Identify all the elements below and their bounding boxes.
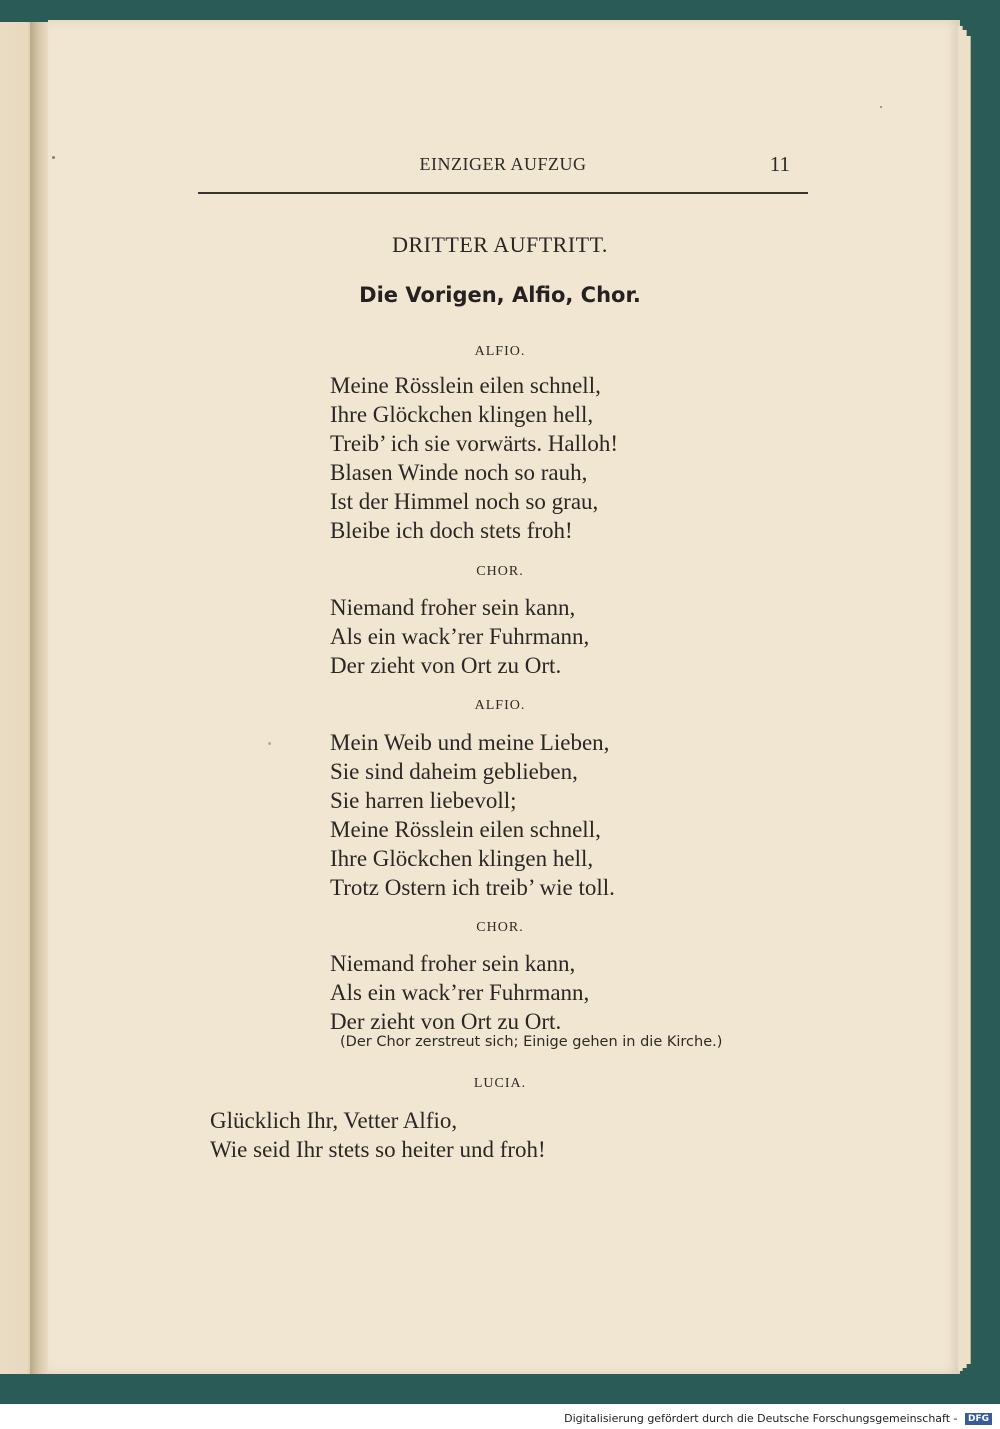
verse-line: Glücklich Ihr, Vetter Alfio, bbox=[210, 1108, 458, 1133]
verse-line: Wie seid Ihr stets so heiter und froh! bbox=[210, 1137, 546, 1162]
stage-direction: (Der Chor zerstreut sich; Einige gehen in die Kirche.) bbox=[340, 1034, 723, 1050]
speaker-label: ALFIO. bbox=[474, 344, 526, 359]
speaker-label: ALFIO. bbox=[474, 698, 526, 713]
verse-line: Niemand froher sein kann, bbox=[330, 595, 576, 620]
verse-line: Trotz Ostern ich treib’ wie toll. bbox=[330, 875, 615, 900]
verse-line: Meine Rösslein eilen schnell, bbox=[330, 817, 601, 842]
verse-line: Der zieht von Ort zu Ort. bbox=[330, 1009, 562, 1034]
paper-speck bbox=[268, 742, 271, 745]
verse-line: Der zieht von Ort zu Ort. bbox=[330, 653, 562, 678]
verse-line: Ihre Glöckchen klingen hell, bbox=[330, 846, 594, 871]
scene-subtitle: Die Vorigen, Alfio, Chor. bbox=[359, 283, 641, 307]
verse-line: Sie sind daheim geblieben, bbox=[330, 759, 578, 784]
verse-line: Als ein wack’rer Fuhrmann, bbox=[330, 624, 590, 649]
verse-block bbox=[330, 371, 810, 545]
verse-line: Als ein wack’rer Fuhrmann, bbox=[330, 980, 590, 1005]
page-number: 11 bbox=[769, 152, 790, 176]
verse-block bbox=[210, 1106, 810, 1164]
speaker-label: CHOR. bbox=[476, 564, 524, 579]
speaker-label: CHOR. bbox=[476, 920, 524, 935]
digitization-credit bbox=[564, 1412, 992, 1425]
dfg-logo: DFG bbox=[965, 1413, 992, 1425]
verse-block bbox=[330, 728, 810, 902]
speaker-label: LUCIA. bbox=[473, 1076, 527, 1091]
verse-line: Mein Weib und meine Lieben, bbox=[330, 730, 610, 755]
verse-line: Bleibe ich doch stets froh! bbox=[330, 518, 573, 543]
verse-line: Ihre Glöckchen klingen hell, bbox=[330, 402, 594, 427]
verse-line: Sie harren liebevoll; bbox=[330, 788, 517, 813]
credit-text: Digitalisierung gefördert durch die Deutsche Forschungsgemeinschaft - bbox=[564, 1412, 958, 1425]
paper-speck bbox=[52, 156, 55, 159]
book-page bbox=[48, 20, 960, 1374]
running-head bbox=[198, 150, 808, 194]
verse-block bbox=[330, 949, 810, 1036]
book-gutter bbox=[30, 22, 50, 1374]
verse-line: Blasen Winde noch so rauh, bbox=[330, 460, 588, 485]
verse-line: Niemand froher sein kann, bbox=[330, 951, 576, 976]
verse-line: Ist der Himmel noch so grau, bbox=[330, 489, 599, 514]
paper-speck bbox=[880, 106, 882, 108]
scene-title: DRITTER AUFTRITT. bbox=[392, 232, 608, 257]
verse-block bbox=[330, 593, 810, 680]
page-edge bbox=[966, 36, 971, 1364]
verse-line: Treib’ ich sie vorwärts. Halloh! bbox=[330, 431, 619, 456]
running-title: EINZIGER AUFZUG bbox=[419, 154, 587, 174]
verse-line: Meine Rösslein eilen schnell, bbox=[330, 373, 601, 398]
